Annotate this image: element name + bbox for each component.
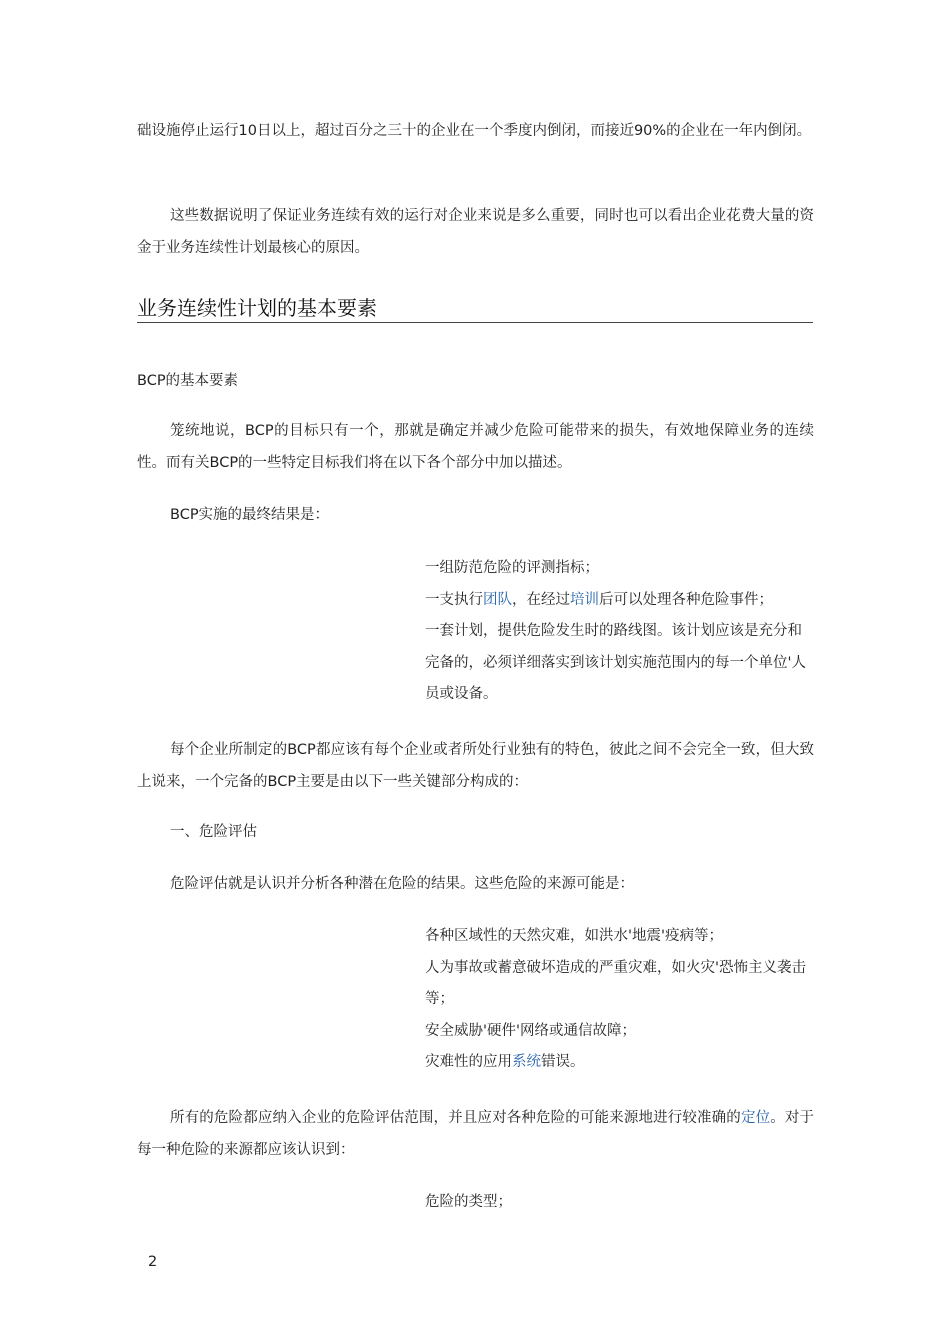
list-item-text: 后可以处理各种危险事件； [599, 591, 773, 608]
paragraph-text: 所有的危险都应纳入企业的危险评估范围，并且应对各种危险的可能来源地进行较准确的 [170, 1110, 741, 1126]
list-item [425, 1047, 815, 1079]
section-heading: 业务连续性计划的基本要素 [137, 294, 813, 323]
subheading-bcp-elements: BCP的基本要素 [137, 373, 239, 389]
paragraph-text: 。对于每一种危险的来源都应该认识到： [137, 1110, 815, 1158]
paragraph-intro-continued: 础设施停止运行10日以上，超过百分之三十的企业在一个季度内倒闭，而接近90%的企业在一年内倒闭。 [137, 123, 812, 139]
list-item: 一套计划，提供危险发生时的路线图。该计划应该是充分和完备的，必须详细落实到该计划实施范围内的每一个单位'人员或设备。 [425, 623, 806, 702]
list-item: 安全威胁'硬件'网络或通信故障； [425, 1022, 636, 1039]
list-item-text: ，在经过 [512, 591, 570, 608]
list-item-text: 一支执行 [425, 591, 483, 608]
team-link[interactable]: 团队 [483, 591, 512, 608]
list-item [425, 585, 815, 617]
section-risk-assessment-title: 一、危险评估 [170, 824, 257, 840]
list-item: 一组防范危险的评测指标； [425, 560, 599, 576]
risk-sources-list [425, 921, 815, 1079]
results-list [425, 553, 815, 711]
paragraph-risk-scope [137, 1102, 814, 1166]
list-item: 危险的类型； [425, 1194, 512, 1210]
list-item: 人为事故或蓄意破坏造成的严重灾难，如火灾'恐怖主义袭击等； [425, 959, 806, 1007]
paragraph-key-components: 每个企业所制定的BCP都应该有每个企业或者所处行业独有的特色，彼此之间不会完全一致，但大致上说来，一个完备的BCP主要是由以下一些关键部分构成的： [137, 742, 814, 790]
paragraph-importance: 这些数据说明了保证业务连续有效的运行对企业来说是多么重要，同时也可以看出企业花费大量的资金于业务连续性计划最核心的原因。 [137, 208, 814, 256]
paragraph-bcp-goal: 笼统地说，BCP的目标只有一个，那就是确定并减少危险可能带来的损失，有效地保障业务的连续性。而有关BCP的一些特定目标我们将在以下各个部分中加以描述。 [137, 423, 814, 471]
list-item-text: 灾难性的应用 [425, 1054, 512, 1070]
paragraph-risk-definition: 危险评估就是认识并分析各种潜在危险的结果。这些危险的来源可能是： [170, 876, 634, 892]
list-item: 各种区域性的天然灾难，如洪水'地震'疫病等； [425, 928, 723, 944]
system-link[interactable]: 系统 [512, 1054, 541, 1070]
paragraph-results-intro: BCP实施的最终结果是： [170, 507, 330, 523]
list-item-text: 错误。 [541, 1054, 585, 1070]
risk-awareness-list [425, 1187, 815, 1219]
training-link[interactable]: 培训 [570, 591, 599, 608]
page-number: 2 [148, 1254, 158, 1270]
positioning-link[interactable]: 定位 [740, 1110, 771, 1126]
